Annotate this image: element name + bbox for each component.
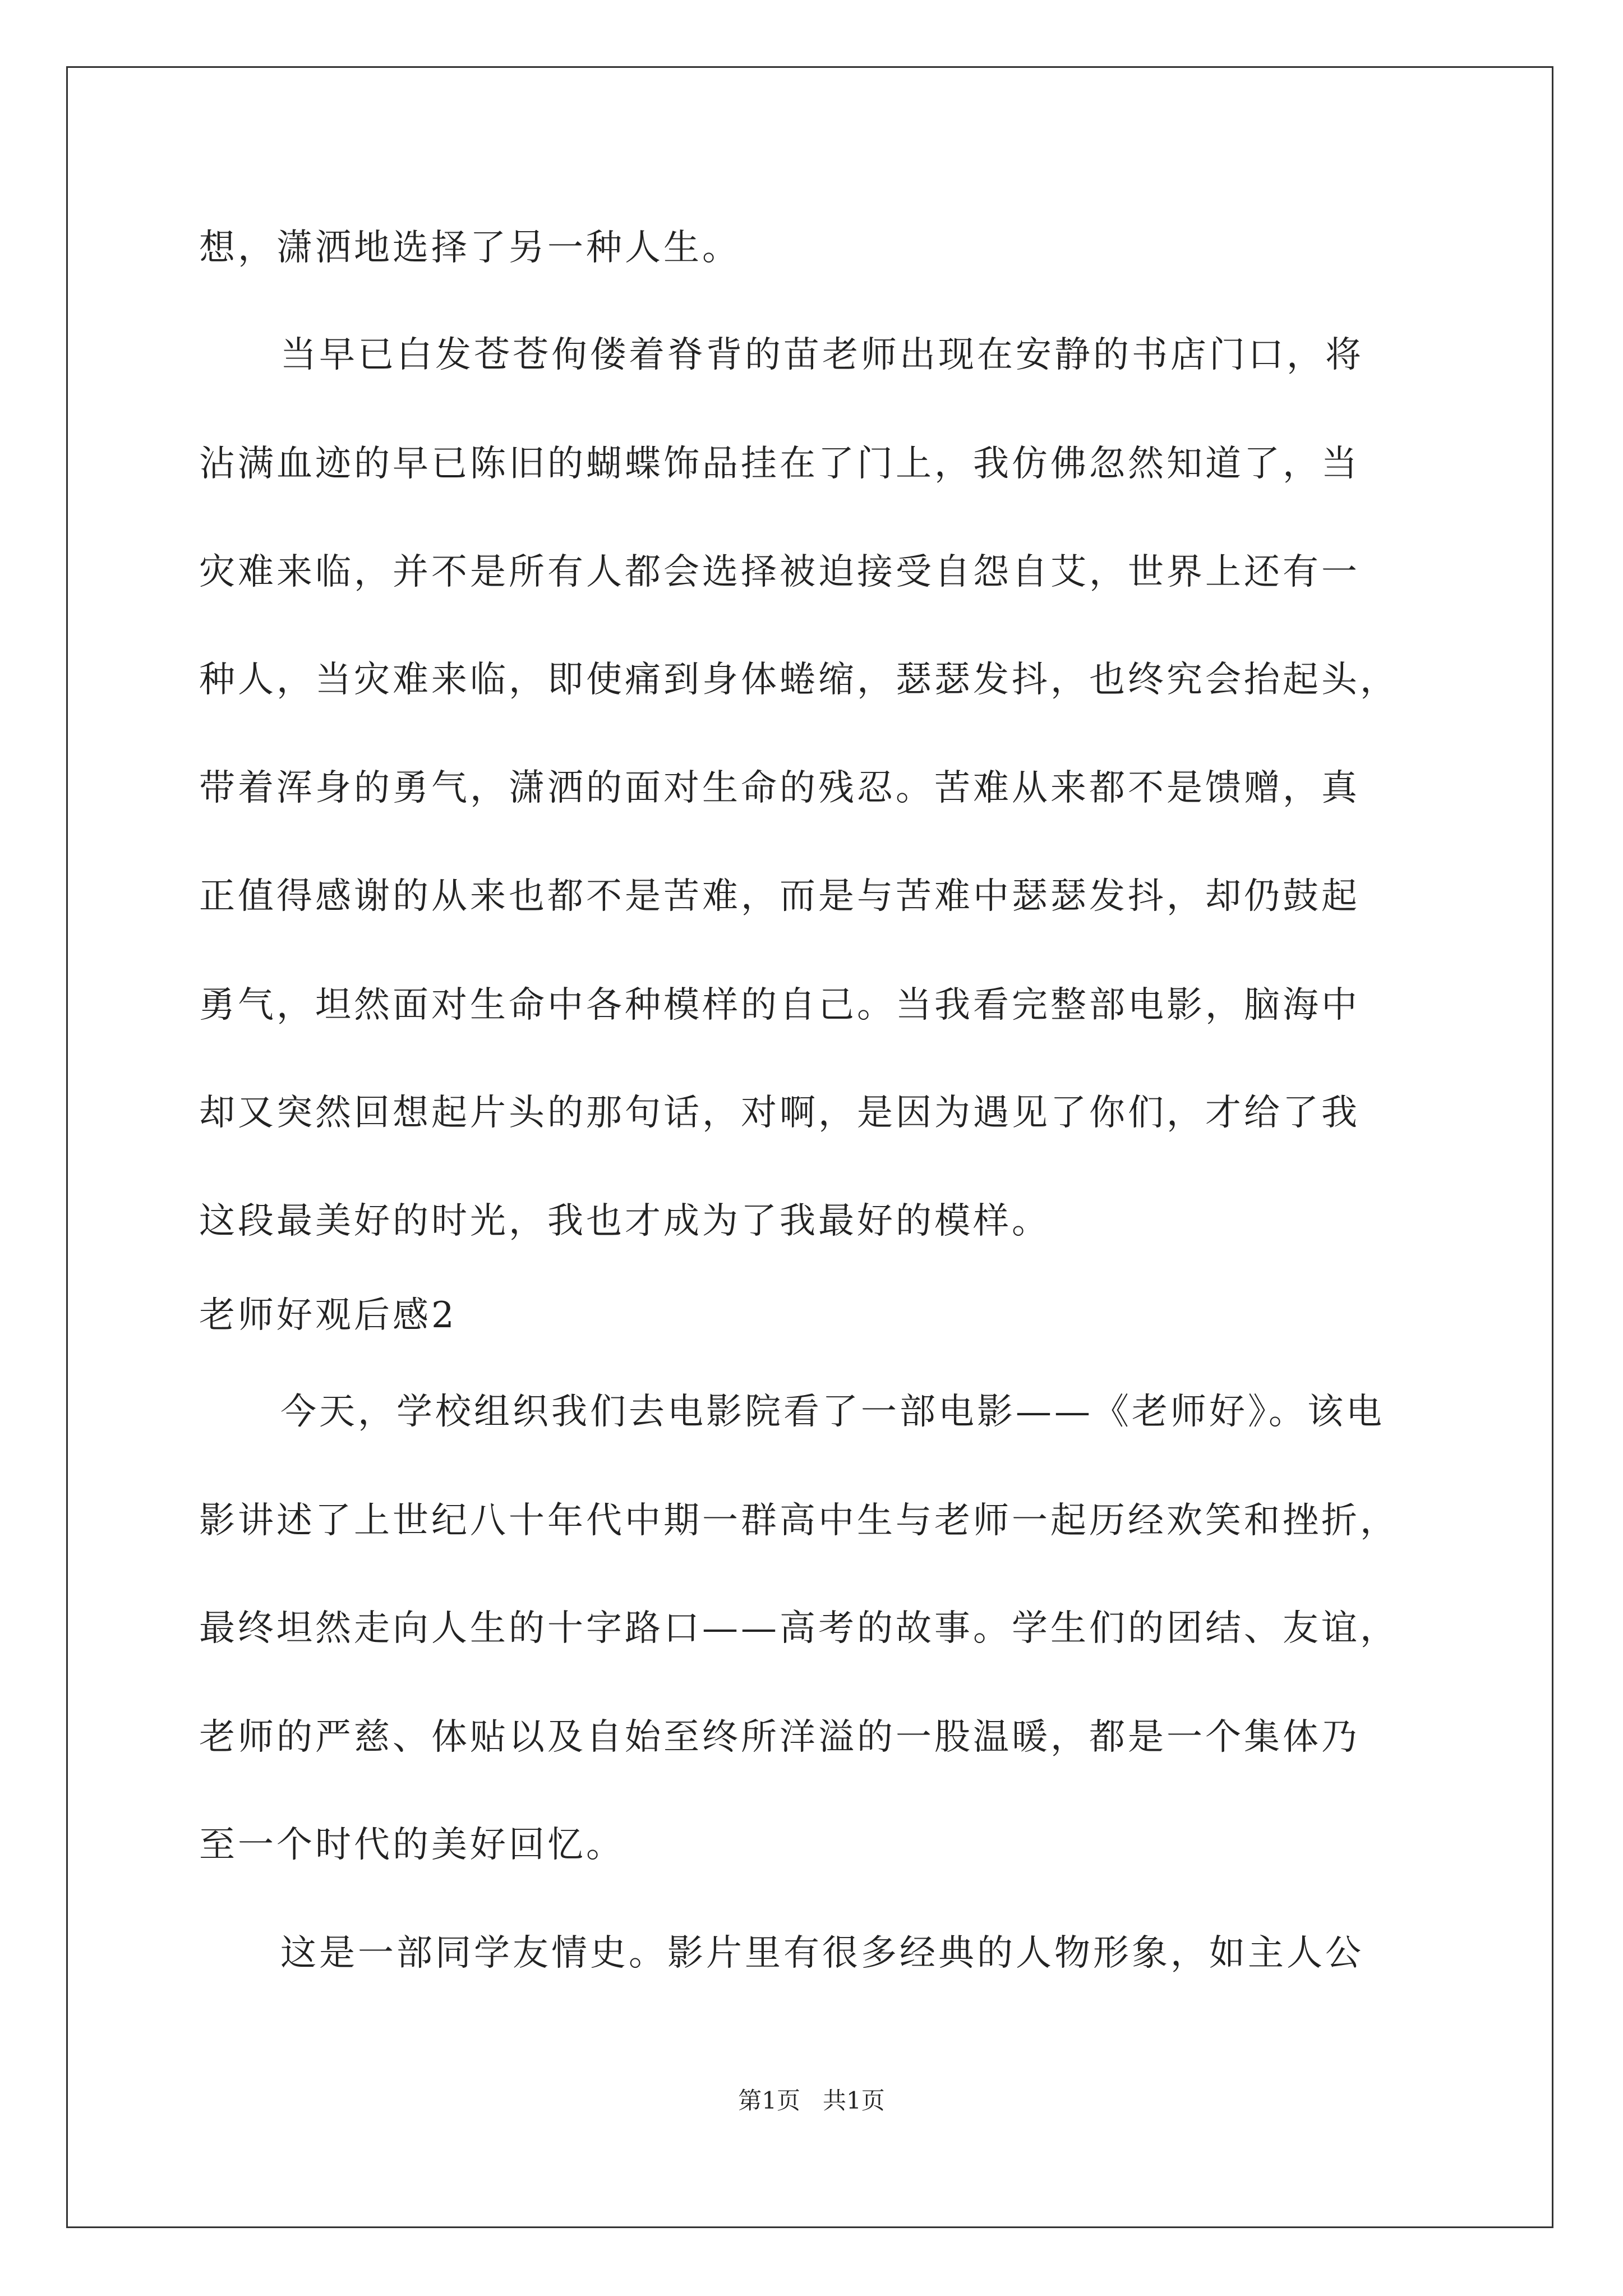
text-line: 灾难来临，并不是所有人都会选择被迫接受自怨自艾，世界上还有一 [199,551,1360,593]
page-number-footer: 第1页 共1页 [738,2087,885,2114]
page-border [66,66,1553,2228]
text-line: 至一个时代的美好回忆。 [199,1824,625,1866]
paragraph-first-line: 今天，学校组织我们去电影院看了一部电影——《老师好》。该电 [280,1391,1385,1433]
text-line: 影讲述了上世纪八十年代中期一群高中生与老师一起历经欢笑和挫折， [199,1500,1399,1542]
text-line: 带着浑身的勇气，潇洒的面对生命的残忍。苦难从来都不是馈赠，真 [199,767,1360,809]
text-line: 却又突然回想起片头的那句话，对啊，是因为遇见了你们，才给了我 [199,1092,1360,1134]
paragraph-first-line: 这是一部同学友情史。影片里有很多经典的人物形象，如主人公 [280,1932,1364,1974]
text-line: 最终坦然走向人生的十字路口——高考的故事。学生们的团结、友谊， [199,1608,1399,1649]
text-line: 沾满血迹的早已陈旧的蝴蝶饰品挂在了门上，我仿佛忽然知道了，当 [199,443,1360,485]
text-line: 老师的严慈、体贴以及自始至终所洋溢的一股温暖，都是一个集体乃 [199,1717,1360,1758]
paragraph-first-line: 当早已白发苍苍佝偻着脊背的苗老师出现在安静的书店门口，将 [280,334,1364,376]
text-line: 种人，当灾难来临，即使痛到身体蜷缩，瑟瑟发抖，也终究会抬起头， [199,659,1399,701]
text-line: 正值得感谢的从来也都不是苦难，而是与苦难中瑟瑟发抖，却仍鼓起 [199,876,1360,917]
text-line: 勇气，坦然面对生命中各种模样的自己。当我看完整部电影，脑海中 [199,984,1360,1026]
section-heading: 老师好观后感2 [199,1295,457,1336]
text-line: 这段最美好的时光，我也才成为了我最好的模样。 [199,1200,1050,1242]
text-line: 想，潇洒地选择了另一种人生。 [199,227,741,269]
